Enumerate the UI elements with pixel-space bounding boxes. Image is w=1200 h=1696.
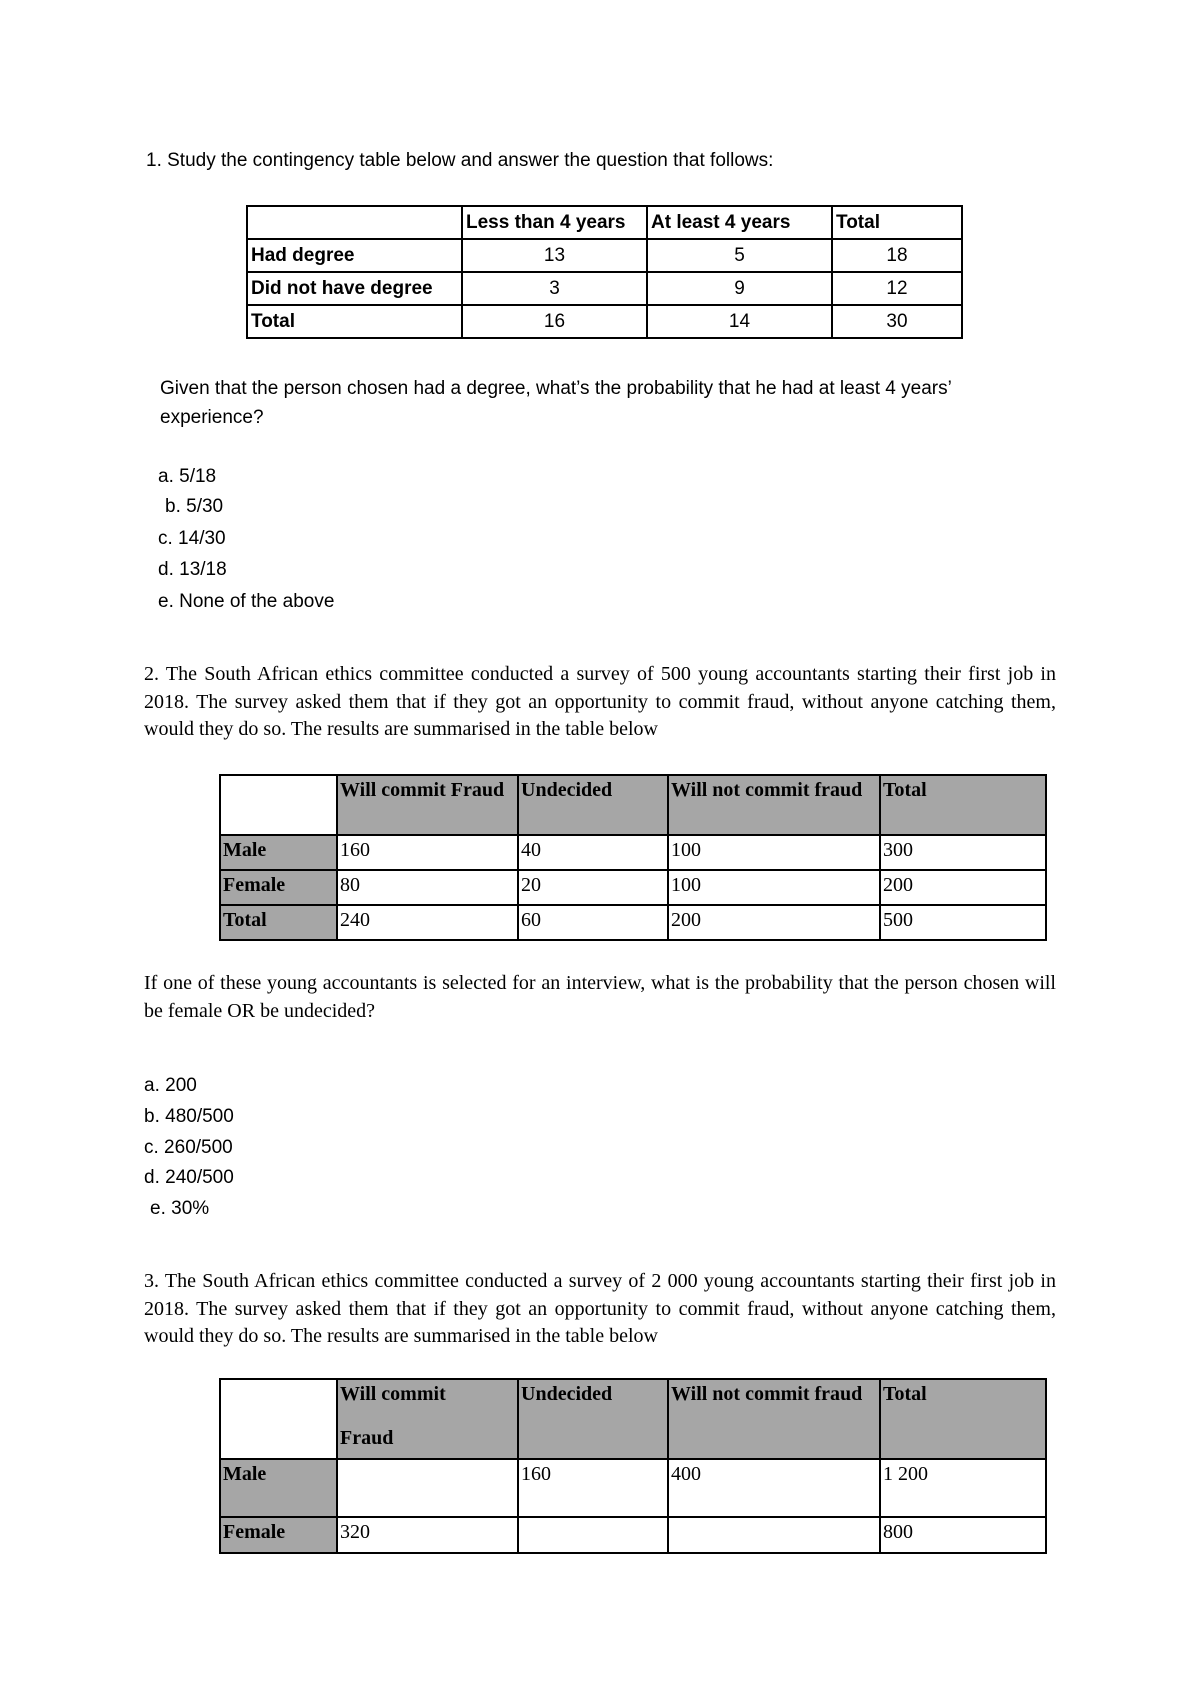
table-cell: 18 <box>832 239 962 272</box>
table-cell: 240 <box>337 905 518 940</box>
row-header: Total <box>247 305 462 338</box>
table-cell: 5 <box>647 239 832 272</box>
table-cell: 100 <box>668 835 880 870</box>
q3-fraud-table <box>219 1378 1047 1554</box>
table-row <box>220 870 1046 905</box>
column-header: Undecided <box>518 1379 668 1459</box>
column-header: Total <box>880 775 1046 835</box>
q2-fraud-table <box>219 774 1047 941</box>
table-cell: 30 <box>832 305 962 338</box>
table-row <box>220 1517 1046 1553</box>
table-cell: 200 <box>880 870 1046 905</box>
table-cell <box>337 1459 518 1517</box>
table-row <box>220 835 1046 870</box>
header-line: Fraud <box>340 1427 394 1449</box>
q1-option-e: e. None of the above <box>158 591 335 612</box>
row-header: Female <box>220 870 337 905</box>
row-header: Female <box>220 1517 337 1553</box>
q1-question-line1: Given that the person chosen had a degree, what’s the probability that he had at least 4 years’ <box>160 378 952 399</box>
table-cell <box>220 775 337 835</box>
q1-option-c: c. 14/30 <box>158 528 226 549</box>
q2-question: If one of these young accountants is selected for an interview, what is the probability that the person chosen will be female OR be undecided? <box>144 972 1056 1022</box>
table-cell: 500 <box>880 905 1046 940</box>
table-row <box>247 305 962 338</box>
row-header: Male <box>220 1459 337 1517</box>
column-header: Will not commit fraud <box>668 1379 880 1459</box>
table-row <box>220 1459 1046 1517</box>
table-row <box>247 239 962 272</box>
table-cell: 200 <box>668 905 880 940</box>
row-header: Male <box>220 835 337 870</box>
table-cell: 14 <box>647 305 832 338</box>
column-header: Total <box>832 206 962 239</box>
q1-option-a: a. 5/18 <box>158 466 217 487</box>
q1-option-b: b. 5/30 <box>165 496 224 517</box>
table-cell <box>220 1379 337 1459</box>
header-line: Will commit <box>340 1383 446 1405</box>
column-header: Will not commit fraud <box>668 775 880 835</box>
table-cell: 16 <box>462 305 647 338</box>
table-cell: 160 <box>518 1459 668 1517</box>
q2-option-b: b. 480/500 <box>144 1106 234 1127</box>
table-row <box>247 206 962 239</box>
table-row <box>220 905 1046 940</box>
q2-option-d: d. 240/500 <box>144 1167 234 1188</box>
table-cell <box>247 206 462 239</box>
q2-option-c: c. 260/500 <box>144 1137 233 1158</box>
q2-option-e: e. 30% <box>150 1198 210 1219</box>
table-cell: 9 <box>647 272 832 305</box>
row-header: Did not have degree <box>247 272 462 305</box>
table-cell: 1 200 <box>880 1459 1046 1517</box>
table-cell: 400 <box>668 1459 880 1517</box>
table-cell: 300 <box>880 835 1046 870</box>
column-header: Will commit Fraud <box>337 775 518 835</box>
table-cell <box>518 1517 668 1553</box>
column-header: At least 4 years <box>647 206 832 239</box>
q2-option-a: a. 200 <box>144 1075 197 1096</box>
table-cell: 12 <box>832 272 962 305</box>
table-row <box>220 775 1046 835</box>
row-header: Total <box>220 905 337 940</box>
table-cell: 80 <box>337 870 518 905</box>
column-header <box>337 1379 518 1459</box>
table-cell <box>668 1517 880 1553</box>
q1-prompt: 1. Study the contingency table below and answer the question that follows: <box>146 150 774 171</box>
q3-prompt: 3. The South African ethics committee conducted a survey of 2 000 young accountants starting their first job in 2018. The survey asked them that if they got an opportunity to commit fraud, without anyone catching them, would they do so. The results are summarised in the table below <box>144 1270 1056 1347</box>
table-cell: 3 <box>462 272 647 305</box>
table-cell: 60 <box>518 905 668 940</box>
column-header: Total <box>880 1379 1046 1459</box>
q1-question-line2: experience? <box>160 407 264 428</box>
q1-option-d: d. 13/18 <box>158 559 227 580</box>
table-cell: 40 <box>518 835 668 870</box>
q1-contingency-table <box>246 205 963 339</box>
table-cell: 320 <box>337 1517 518 1553</box>
table-row <box>247 272 962 305</box>
row-header: Had degree <box>247 239 462 272</box>
table-cell: 20 <box>518 870 668 905</box>
table-cell: 800 <box>880 1517 1046 1553</box>
table-row <box>220 1379 1046 1459</box>
column-header: Undecided <box>518 775 668 835</box>
table-cell: 100 <box>668 870 880 905</box>
table-cell: 13 <box>462 239 647 272</box>
table-cell: 160 <box>337 835 518 870</box>
column-header: Less than 4 years <box>462 206 647 239</box>
q2-prompt: 2. The South African ethics committee conducted a survey of 500 young accountants starting their first job in 2018. The survey asked them that if they got an opportunity to commit fraud, without anyone catching them, would they do so. The results are summarised in the table below <box>144 663 1056 740</box>
